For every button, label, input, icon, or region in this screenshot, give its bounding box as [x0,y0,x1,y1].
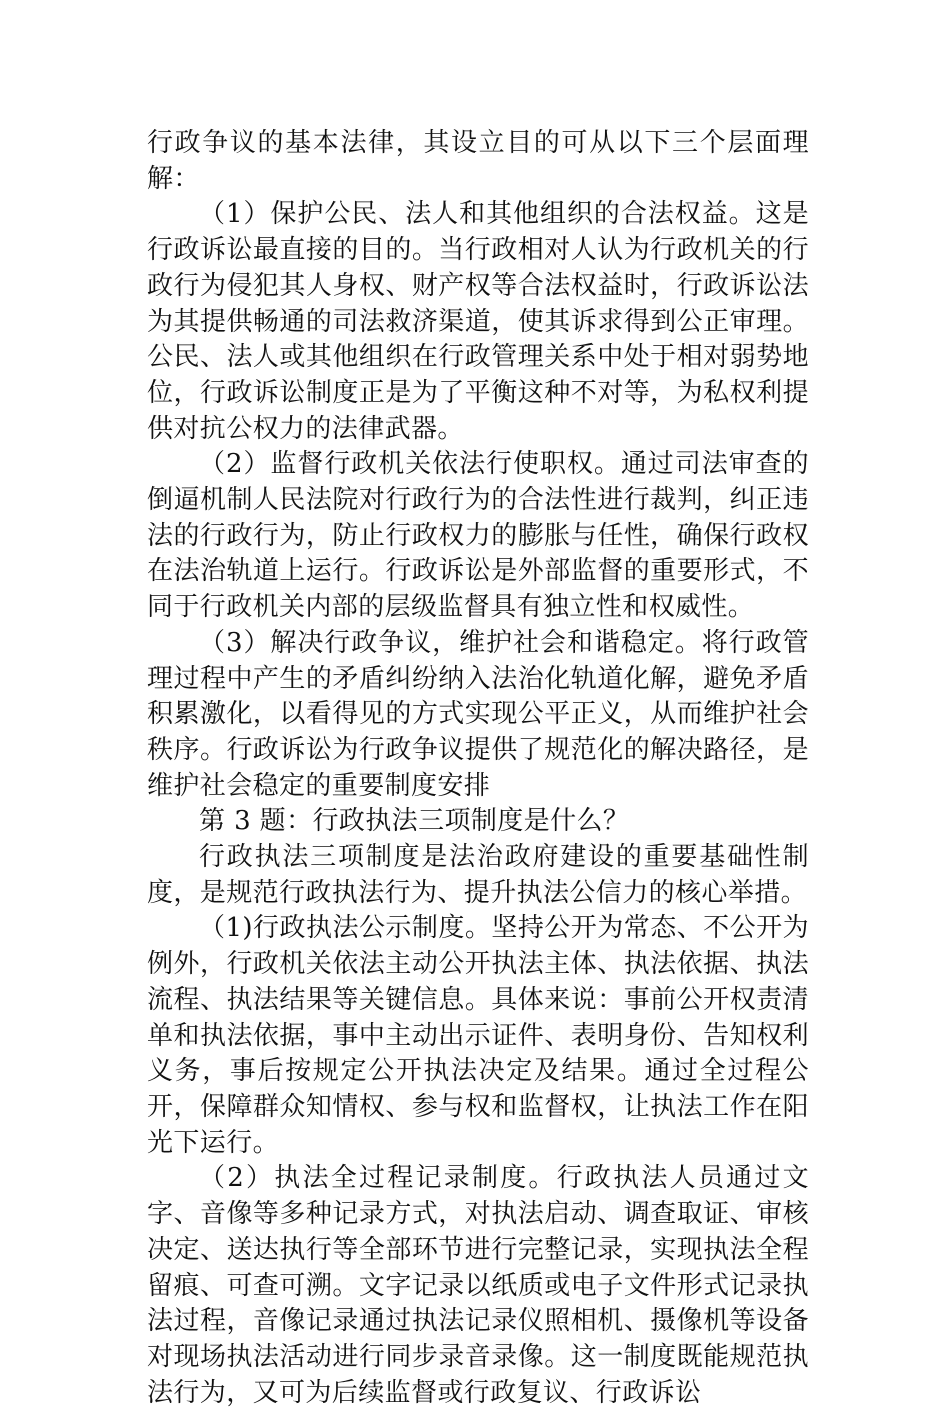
paragraph-system-2: （2）执法全过程记录制度。行政执法人员通过文字、音像等多种记录方式，对执法启动、调查取证、审核决定、送达执行等全部环节进行完整记录，实现执法全程留痕、可查可溯。文字记录以纸质或电子文件形式记录执法过程，音像记录通过执法记录仪照相机、摄像机等设备对现场执法活动进行同步录音录像。这一制度既能规范执法行为，又可为后续监督或行政复议、行政诉讼 [147,1163,809,1408]
paragraph-intro: 行政争议的基本法律，其设立目的可从以下三个层面理解： [147,128,809,194]
paragraph-answer-intro: 行政执法三项制度是法治政府建设的重要基础性制度，是规范行政执法行为、提升执法公信力的核心举措。 [147,842,809,908]
document-body [147,126,809,1411]
paragraph-purpose-3: （3）解决行政争议，维护社会和谐稳定。将行政管理过程中产生的矛盾纠纷纳入法治化轨道化解，避免矛盾积累激化，以看得见的方式实现公平正义，从而维护社会秩序。行政诉讼为行政争议提供了规范化的解决路径，是维护社会稳定的重要制度安排 [147,627,809,801]
question-heading: 第 3 题：行政执法三项制度是什么？ [199,806,630,837]
paragraph-purpose-1: （1）保护公民、法人和其他组织的合法权益。这是行政诉讼最直接的目的。当行政相对人认为行政机关的行政行为侵犯其人身权、财产权等合法权益时，行政诉讼法为其提供畅通的司法救济渠道，使其诉求得到公正审理。公民、法人或其他组织在行政管理关系中处于相对弱势地位，行政诉讼制度正是为了平衡这种不对等，为私权利提供对抗公权力的法律武器。 [147,199,809,444]
paragraph-system-1: （1)行政执法公示制度。坚持公开为常态、不公开为例外，行政机关依法主动公开执法主体、执法依据、执法流程、执法结果等关键信息。具体来说：事前公开权责清单和执法依据，事中主动出示证件、表明身份、告知权利义务，事后按规定公开执法决定及结果。通过全过程公开，保障群众知情权、参与权和监督权，让执法工作在阳光下运行。 [147,913,809,1158]
paragraph-purpose-2: （2）监督行政机关依法行使职权。通过司法审查的倒逼机制人民法院对行政行为的合法性进行裁判，纠正违法的行政行为，防止行政权力的膨胀与任性，确保行政权在法治轨道上运行。行政诉讼是外部监督的重要形式，不同于行政机关内部的层级监督具有独立性和权威性。 [147,449,809,623]
